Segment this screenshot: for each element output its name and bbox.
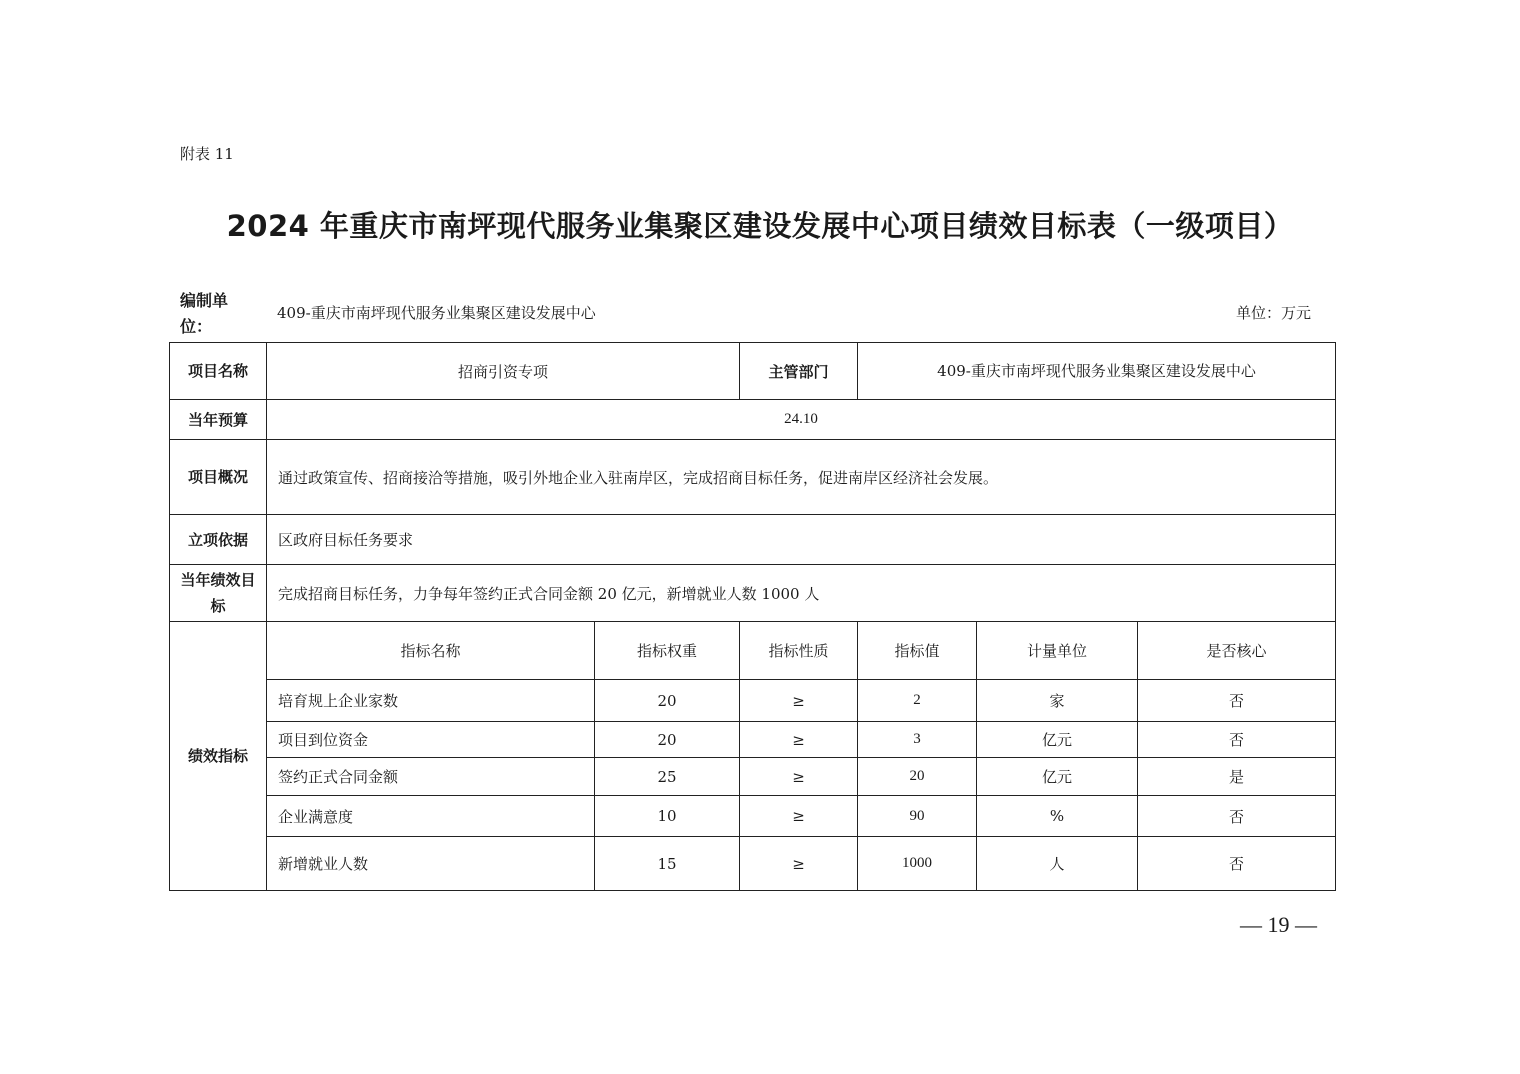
row-basis: [170, 515, 1336, 565]
row-overview: [170, 440, 1336, 515]
table-row: [170, 722, 1336, 758]
overview-label: 项目概况: [170, 440, 267, 515]
dept-value: 409-重庆市南坪现代服务业集聚区建设发展中心: [858, 343, 1336, 400]
indicator-value-cell: 1000: [858, 837, 977, 891]
budget-value: 24.10: [267, 400, 1336, 440]
compiling-unit-value: 409-重庆市南坪现代服务业集聚区建设发展中心: [277, 304, 596, 322]
indicator-value-cell: 2: [858, 680, 977, 722]
overview-value: 通过政策宣传、招商接洽等措施，吸引外地企业入驻南岸区，完成招商目标任务，促进南岸区经济社会发展。: [267, 440, 1336, 515]
indicator-weight-cell: 20: [595, 680, 740, 722]
header-indicator-weight: 指标权重: [595, 622, 740, 680]
indicator-weight-cell: 20: [595, 722, 740, 758]
indicator-name-cell: 企业满意度: [267, 796, 595, 837]
indicator-nature-cell: ≥: [740, 722, 858, 758]
page-number: — 19 —: [1240, 912, 1317, 937]
indicator-weight-cell: 10: [595, 796, 740, 837]
indicator-nature-cell: ≥: [740, 837, 858, 891]
row-annual-goal: [170, 565, 1336, 622]
header-measure-unit: 计量单位: [977, 622, 1138, 680]
row-project-name: [170, 343, 1336, 400]
project-name-label: 项目名称: [170, 343, 267, 400]
dept-label: 主管部门: [740, 343, 858, 400]
is-core-cell: 是: [1138, 758, 1336, 796]
indicator-header-row: [170, 622, 1336, 680]
is-core-cell: 否: [1138, 680, 1336, 722]
performance-target-table: [169, 342, 1336, 891]
indicator-name-cell: 签约正式合同金额: [267, 758, 595, 796]
measure-unit-cell: 亿元: [977, 758, 1138, 796]
compiling-unit-label: 编制单位：: [180, 291, 229, 336]
measure-unit-cell: 人: [977, 837, 1138, 891]
header-is-core: 是否核心: [1138, 622, 1336, 680]
is-core-cell: 否: [1138, 796, 1336, 837]
indicator-value-cell: 90: [858, 796, 977, 837]
indicator-name-cell: 项目到位资金: [267, 722, 595, 758]
indicator-weight-cell: 15: [595, 837, 740, 891]
indicator-nature-cell: ≥: [740, 680, 858, 722]
header-indicator-value: 指标值: [858, 622, 977, 680]
indicator-value-cell: 3: [858, 722, 977, 758]
basis-label: 立项依据: [170, 515, 267, 565]
measure-unit-cell: 家: [977, 680, 1138, 722]
measure-unit-cell: 亿元: [977, 722, 1138, 758]
indicator-name-cell: 培育规上企业家数: [267, 680, 595, 722]
budget-label: 当年预算: [170, 400, 267, 440]
header-indicator-name: 指标名称: [267, 622, 595, 680]
indicator-nature-cell: ≥: [740, 758, 858, 796]
document-title: 2024 年重庆市南坪现代服务业集聚区建设发展中心项目绩效目标表（一级项目）: [226, 209, 1294, 243]
indicator-weight-cell: 25: [595, 758, 740, 796]
indicator-name-cell: 新增就业人数: [267, 837, 595, 891]
header-indicator-nature: 指标性质: [740, 622, 858, 680]
table-row: [170, 680, 1336, 722]
annual-goal-value: 完成招商目标任务，力争每年签约正式合同金额 20 亿元，新增就业人数 1000 人: [267, 565, 1336, 622]
indicator-value-cell: 20: [858, 758, 977, 796]
annex-label: 附表 11: [180, 145, 234, 163]
money-unit-label: 单位：万元: [1236, 304, 1312, 322]
project-name-value: 招商引资专项: [267, 343, 740, 400]
indicator-nature-cell: ≥: [740, 796, 858, 837]
table-row: [170, 758, 1336, 796]
table-row: [170, 837, 1336, 891]
table-row: [170, 796, 1336, 837]
annual-goal-label: 当年绩效目标: [170, 565, 267, 622]
is-core-cell: 否: [1138, 837, 1336, 891]
row-budget: [170, 400, 1336, 440]
basis-value: 区政府目标任务要求: [267, 515, 1336, 565]
measure-unit-cell: %: [977, 796, 1138, 837]
indicators-section-label: 绩效指标: [170, 622, 267, 891]
is-core-cell: 否: [1138, 722, 1336, 758]
